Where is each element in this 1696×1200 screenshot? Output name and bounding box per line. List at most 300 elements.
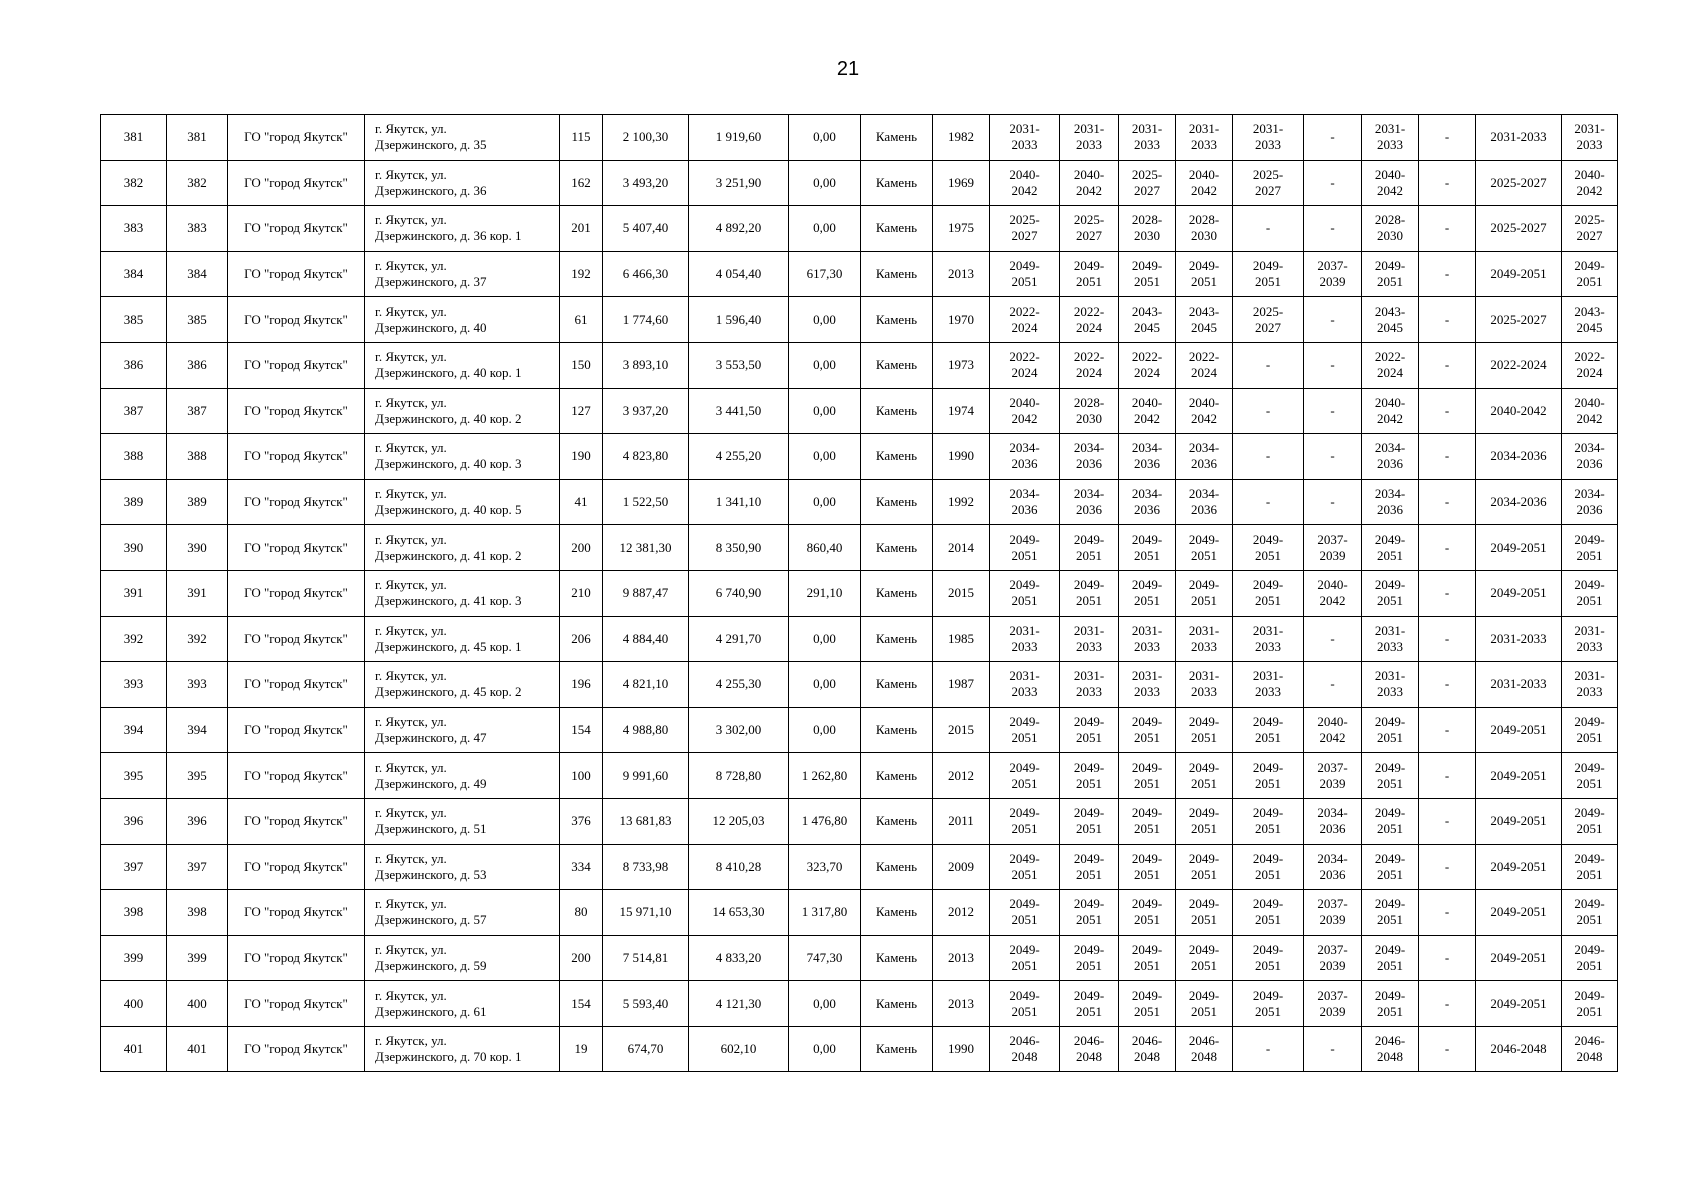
cell-text: 12 205,03 (712, 813, 765, 829)
table-cell (1419, 297, 1476, 343)
cell-text: 2013 (948, 995, 974, 1011)
table-cell: 2049- 2051 (1060, 890, 1119, 936)
table-cell: 2034- 2036 (1119, 479, 1176, 525)
cell-text: - (1265, 220, 1271, 236)
table-cell: 2022- 2024 (1562, 342, 1618, 388)
address-cell (365, 342, 560, 388)
cell-text: Дзержинского, д. 40 (375, 319, 487, 335)
table-cell: 2034- 2036 (1362, 479, 1419, 525)
cell-text: 1974 (948, 402, 974, 418)
table-cell (1419, 570, 1476, 616)
cell-text: Дзержинского, д. 47 (375, 730, 487, 746)
cell-text: - (1330, 220, 1335, 236)
table-cell (560, 251, 603, 297)
cell-text: Камень (875, 357, 918, 373)
cell-text: 201 (571, 220, 591, 236)
table-cell (560, 115, 603, 161)
cell-text: ГО "город Якутск" (244, 767, 348, 783)
cell-text: Камень (875, 174, 918, 190)
table-cell (933, 434, 990, 480)
table-cell (789, 434, 861, 480)
table-cell (933, 981, 990, 1027)
cell-text: 14 653,30 (712, 904, 765, 920)
cell-text: 3 251,90 (715, 174, 762, 190)
cell-text: Камень (875, 630, 918, 646)
table-cell: 2049- 2051 (1176, 570, 1233, 616)
table-cell: 2049- 2051 (1562, 844, 1618, 890)
table-cell (603, 844, 689, 890)
table-cell: 2043- 2045 (1362, 297, 1419, 343)
table-cell (689, 388, 789, 434)
table-cell (1476, 935, 1562, 981)
cell-text: 1 522,50 (622, 494, 669, 510)
table-cell (603, 160, 689, 206)
table-cell (101, 206, 167, 252)
cell-text: Дзержинского, д. 35 (375, 137, 487, 153)
cell-text: 382 (187, 174, 207, 190)
table-cell: 2040- 2042 (1362, 160, 1419, 206)
table-cell (101, 890, 167, 936)
table-cell: 2025- 2027 (990, 206, 1060, 252)
cell-text: 2009 (948, 858, 974, 874)
table-cell (789, 844, 861, 890)
cell-text: - (1444, 813, 1450, 829)
cell-text: г. Якутск, ул. (375, 805, 447, 821)
cell-text: Камень (875, 129, 918, 145)
cell-text: - (1444, 402, 1450, 418)
cell-text: 400 (187, 995, 207, 1011)
table-cell (1304, 1026, 1362, 1072)
table-cell (933, 935, 990, 981)
table-row (101, 662, 1618, 708)
cell-text: 2 100,30 (622, 129, 669, 145)
table-cell (689, 844, 789, 890)
cell-text: 5 593,40 (622, 995, 669, 1011)
table-cell: 2049- 2051 (990, 707, 1060, 753)
table-cell (1304, 616, 1362, 662)
table-cell: 2049- 2051 (1233, 525, 1304, 571)
table-cell: 2022- 2024 (1362, 342, 1419, 388)
cell-text: 399 (123, 949, 144, 965)
table-cell (167, 297, 228, 343)
table-cell (1419, 935, 1476, 981)
table-cell (1419, 753, 1476, 799)
table-row (101, 160, 1618, 206)
table-cell (228, 434, 365, 480)
table-cell: 2037- 2039 (1304, 981, 1362, 1027)
table-cell (1419, 434, 1476, 480)
cell-text: 4 884,40 (622, 630, 669, 646)
cell-text: 401 (187, 1041, 207, 1057)
table-cell (689, 297, 789, 343)
cell-text: ГО "город Якутск" (244, 949, 348, 965)
table-cell (101, 753, 167, 799)
table-cell (603, 616, 689, 662)
table-cell (789, 753, 861, 799)
table-cell (789, 935, 861, 981)
table-cell (1476, 616, 1562, 662)
cell-text: - (1265, 1041, 1271, 1057)
table-cell: 2031- 2033 (1176, 115, 1233, 161)
table-cell: 2049- 2051 (1233, 251, 1304, 297)
table-cell (101, 115, 167, 161)
cell-text: 2012 (948, 767, 974, 783)
table-cell (167, 616, 228, 662)
cell-text: 674,70 (627, 1041, 664, 1057)
table-cell: 2049- 2051 (990, 890, 1060, 936)
table-cell (789, 798, 861, 844)
table-cell (861, 890, 933, 936)
table-cell (228, 206, 365, 252)
cell-text: г. Якутск, ул. (375, 668, 447, 684)
cell-text: 1987 (948, 676, 974, 692)
address-cell (365, 1026, 560, 1072)
table-cell: 2049- 2051 (1362, 798, 1419, 844)
cell-text: 2034-2036 (1490, 448, 1547, 464)
table-cell (560, 206, 603, 252)
cell-text: 394 (187, 722, 207, 738)
table-cell (861, 981, 933, 1027)
table-cell (1476, 388, 1562, 434)
cell-text: ГО "город Якутск" (244, 402, 348, 418)
table-cell (228, 160, 365, 206)
table-cell (689, 935, 789, 981)
cell-text: 0,00 (813, 357, 836, 373)
cell-text: 2040-2042 (1490, 402, 1547, 418)
cell-text: 0,00 (813, 995, 836, 1011)
cell-text: - (1444, 630, 1450, 646)
cell-text: 2022-2024 (1490, 357, 1547, 373)
address-cell (365, 115, 560, 161)
cell-text: 395 (187, 767, 207, 783)
table-cell (789, 525, 861, 571)
table-cell: 2043- 2045 (1176, 297, 1233, 343)
table-cell: 2049- 2051 (1119, 251, 1176, 297)
cell-text: 12 381,30 (619, 539, 672, 555)
table-cell (689, 890, 789, 936)
table-cell (560, 616, 603, 662)
table-cell (560, 662, 603, 708)
cell-text: 4 823,80 (622, 448, 669, 464)
cell-text: Дзержинского, д. 37 (375, 274, 487, 290)
table-cell: 2028- 2030 (1119, 206, 1176, 252)
table-cell (689, 251, 789, 297)
table-row (101, 297, 1618, 343)
cell-text: - (1444, 1041, 1450, 1057)
cell-text: Дзержинского, д. 40 кор. 1 (375, 365, 522, 381)
cell-text: 5 407,40 (622, 220, 669, 236)
table-cell (689, 115, 789, 161)
table-cell: 2049- 2051 (1176, 844, 1233, 890)
cell-text: 2031-2033 (1490, 676, 1547, 692)
cell-text: - (1444, 995, 1450, 1011)
cell-text: 617,30 (806, 266, 843, 282)
cell-text: Дзержинского, д. 36 кор. 1 (375, 228, 522, 244)
table-cell (861, 662, 933, 708)
table-cell: 2031- 2033 (1233, 616, 1304, 662)
table-cell: 2049- 2051 (1060, 251, 1119, 297)
cell-text: 2046-2048 (1490, 1041, 1547, 1057)
cell-text: 2049-2051 (1490, 585, 1547, 601)
table-cell: 2037- 2039 (1304, 525, 1362, 571)
cell-text: 8 410,28 (715, 858, 762, 874)
cell-text: 394 (123, 722, 144, 738)
table-cell (933, 1026, 990, 1072)
cell-text: Дзержинского, д. 61 (375, 1003, 487, 1019)
table-cell: 2034- 2036 (1119, 434, 1176, 480)
table-cell (603, 525, 689, 571)
cell-text: Камень (875, 1041, 918, 1057)
table-cell: 2049- 2051 (1176, 798, 1233, 844)
table-cell: 2049- 2051 (1362, 570, 1419, 616)
cell-text: г. Якутск, ул. (375, 212, 447, 228)
table-cell (861, 206, 933, 252)
cell-text: Дзержинского, д. 51 (375, 821, 487, 837)
table-cell (1304, 434, 1362, 480)
table-cell (1304, 297, 1362, 343)
table-cell (167, 662, 228, 708)
table-cell: 2049- 2051 (1119, 844, 1176, 890)
table-cell (689, 570, 789, 616)
table-cell (1476, 570, 1562, 616)
table-cell: 2049- 2051 (1119, 890, 1176, 936)
cell-text: 200 (571, 949, 591, 965)
cell-text: г. Якутск, ул. (375, 1033, 447, 1049)
cell-text: 3 302,00 (715, 722, 762, 738)
cell-text: 2015 (948, 722, 974, 738)
cell-text: - (1330, 311, 1335, 327)
table-cell (933, 479, 990, 525)
cell-text: 3 937,20 (622, 402, 669, 418)
table-cell: 2046- 2048 (1176, 1026, 1233, 1072)
table-cell (228, 662, 365, 708)
table-cell: 2028- 2030 (1176, 206, 1233, 252)
cell-text: - (1265, 494, 1271, 510)
cell-text: г. Якутск, ул. (375, 486, 447, 502)
cell-text: 399 (187, 949, 207, 965)
address-cell (365, 525, 560, 571)
cell-text: - (1330, 1041, 1335, 1057)
table-cell (789, 662, 861, 708)
cell-text: 381 (187, 129, 207, 145)
table-cell: 2031- 2033 (990, 662, 1060, 708)
table-cell: 2031- 2033 (1562, 115, 1618, 161)
table-cell: 2040- 2042 (1119, 388, 1176, 434)
table-cell: 2049- 2051 (1233, 798, 1304, 844)
table-cell (861, 525, 933, 571)
cell-text: 127 (571, 402, 591, 418)
table-cell: 2040- 2042 (1304, 570, 1362, 616)
table-cell: 2049- 2051 (1362, 890, 1419, 936)
address-cell (365, 844, 560, 890)
table-cell: 2031- 2033 (1060, 662, 1119, 708)
table-cell (560, 434, 603, 480)
table-cell: 2037- 2039 (1304, 753, 1362, 799)
cell-text: - (1444, 220, 1450, 236)
cell-text: 6 466,30 (622, 266, 669, 282)
table-cell: 2049- 2051 (1060, 981, 1119, 1027)
table-cell (861, 115, 933, 161)
cell-text: 4 833,20 (715, 949, 762, 965)
cell-text: 1973 (948, 357, 974, 373)
table-cell: 2034- 2036 (1304, 844, 1362, 890)
table-cell (933, 206, 990, 252)
table-cell: 2049- 2051 (1119, 753, 1176, 799)
table-cell: 2037- 2039 (1304, 935, 1362, 981)
table-cell (1304, 160, 1362, 206)
cell-text: г. Якутск, ул. (375, 303, 447, 319)
housing-register-table (100, 114, 1618, 1072)
cell-text: 398 (187, 904, 207, 920)
cell-text: 398 (123, 904, 144, 920)
cell-text: 747,30 (806, 949, 843, 965)
table-cell: 2031- 2033 (1060, 115, 1119, 161)
cell-text: 1982 (948, 129, 974, 145)
table-cell (1476, 342, 1562, 388)
table-cell (1233, 1026, 1304, 1072)
cell-text: г. Якутск, ул. (375, 622, 447, 638)
cell-text: 162 (571, 174, 591, 190)
cell-text: Дзержинского, д. 45 кор. 1 (375, 638, 522, 654)
table-cell (1419, 115, 1476, 161)
cell-text: 3 893,10 (622, 357, 669, 373)
address-cell (365, 981, 560, 1027)
cell-text: 391 (187, 585, 207, 601)
table-cell: 2049- 2051 (1362, 707, 1419, 753)
table-cell (861, 434, 933, 480)
cell-text: 396 (123, 813, 144, 829)
table-cell: 2034- 2036 (1060, 434, 1119, 480)
cell-text: 376 (571, 813, 591, 829)
table-cell (933, 570, 990, 616)
table-cell: 2031- 2033 (1119, 616, 1176, 662)
cell-text: 385 (187, 311, 207, 327)
cell-text: Камень (875, 311, 918, 327)
table-cell (861, 297, 933, 343)
table-cell (1419, 342, 1476, 388)
table-cell (933, 707, 990, 753)
table-cell (167, 981, 228, 1027)
table-cell: 2049- 2051 (1176, 251, 1233, 297)
table-cell (603, 206, 689, 252)
cell-text: - (1444, 858, 1450, 874)
table-cell: 2022- 2024 (990, 342, 1060, 388)
cell-text: 384 (187, 266, 207, 282)
cell-text: 382 (123, 174, 144, 190)
table-cell (560, 981, 603, 1027)
table-cell (228, 115, 365, 161)
cell-text: 2031-2033 (1490, 129, 1547, 145)
cell-text: ГО "город Якутск" (244, 858, 348, 874)
table-cell: 2049- 2051 (1176, 525, 1233, 571)
table-row (101, 707, 1618, 753)
table-cell (933, 844, 990, 890)
cell-text: 2049-2051 (1490, 266, 1547, 282)
cell-text: 1 476,80 (801, 813, 848, 829)
cell-text: 1 919,60 (715, 129, 762, 145)
table-cell (101, 798, 167, 844)
cell-text: 7 514,81 (622, 949, 669, 965)
table-cell (167, 206, 228, 252)
cell-text: 390 (123, 539, 144, 555)
cell-text: 0,00 (813, 676, 836, 692)
table-cell: 2049- 2051 (1233, 570, 1304, 616)
cell-text: 396 (187, 813, 207, 829)
table-cell: 2049- 2051 (1176, 890, 1233, 936)
table-cell: 2037- 2039 (1304, 890, 1362, 936)
table-cell (560, 707, 603, 753)
table-row (101, 342, 1618, 388)
table-cell (1304, 342, 1362, 388)
table-cell (101, 479, 167, 525)
cell-text: 4 054,40 (715, 266, 762, 282)
cell-text: Камень (875, 539, 918, 555)
cell-text: Камень (875, 904, 918, 920)
table-cell (689, 798, 789, 844)
cell-text: Камень (875, 220, 918, 236)
cell-text: 390 (187, 539, 207, 555)
cell-text: 150 (571, 357, 591, 373)
table-cell (933, 297, 990, 343)
cell-text: г. Якутск, ул. (375, 440, 447, 456)
cell-text: 19 (574, 1041, 588, 1057)
table-cell (101, 1026, 167, 1072)
cell-text: 392 (123, 630, 144, 646)
cell-text: 192 (571, 266, 591, 282)
table-cell (1419, 251, 1476, 297)
cell-text: 8 728,80 (715, 767, 762, 783)
table-cell (1476, 525, 1562, 571)
table-cell (1419, 388, 1476, 434)
address-cell (365, 753, 560, 799)
table-cell (167, 844, 228, 890)
cell-text: 392 (187, 630, 207, 646)
cell-text: - (1330, 676, 1335, 692)
table-cell (603, 798, 689, 844)
table-cell: 2049- 2051 (1060, 525, 1119, 571)
cell-text: 3 493,20 (622, 174, 669, 190)
table-cell: 2049- 2051 (1119, 981, 1176, 1027)
table-cell (789, 160, 861, 206)
table-cell: 2049- 2051 (990, 798, 1060, 844)
table-row (101, 616, 1618, 662)
table-cell: 2046- 2048 (990, 1026, 1060, 1072)
address-cell (365, 570, 560, 616)
table-cell: 2034- 2036 (1304, 798, 1362, 844)
cell-text: ГО "город Якутск" (244, 174, 348, 190)
cell-text: 386 (123, 357, 144, 373)
cell-text: ГО "город Якутск" (244, 129, 348, 145)
cell-text: 1 262,80 (801, 767, 848, 783)
table-cell (933, 662, 990, 708)
table-cell (1233, 434, 1304, 480)
cell-text: - (1444, 266, 1450, 282)
table-cell (789, 1026, 861, 1072)
table-cell (689, 479, 789, 525)
cell-text: 2031-2033 (1490, 630, 1547, 646)
cell-text: 2049-2051 (1490, 995, 1547, 1011)
cell-text: ГО "город Якутск" (244, 539, 348, 555)
table-cell (560, 844, 603, 890)
cell-text: 15 971,10 (619, 904, 672, 920)
table-cell: 2034- 2036 (1562, 479, 1618, 525)
cell-text: 383 (123, 220, 144, 236)
cell-text: 2049-2051 (1490, 539, 1547, 555)
table-cell (1233, 342, 1304, 388)
table-cell: 2031- 2033 (1362, 616, 1419, 662)
table-cell (1419, 981, 1476, 1027)
table-cell: 2040- 2042 (1176, 388, 1233, 434)
